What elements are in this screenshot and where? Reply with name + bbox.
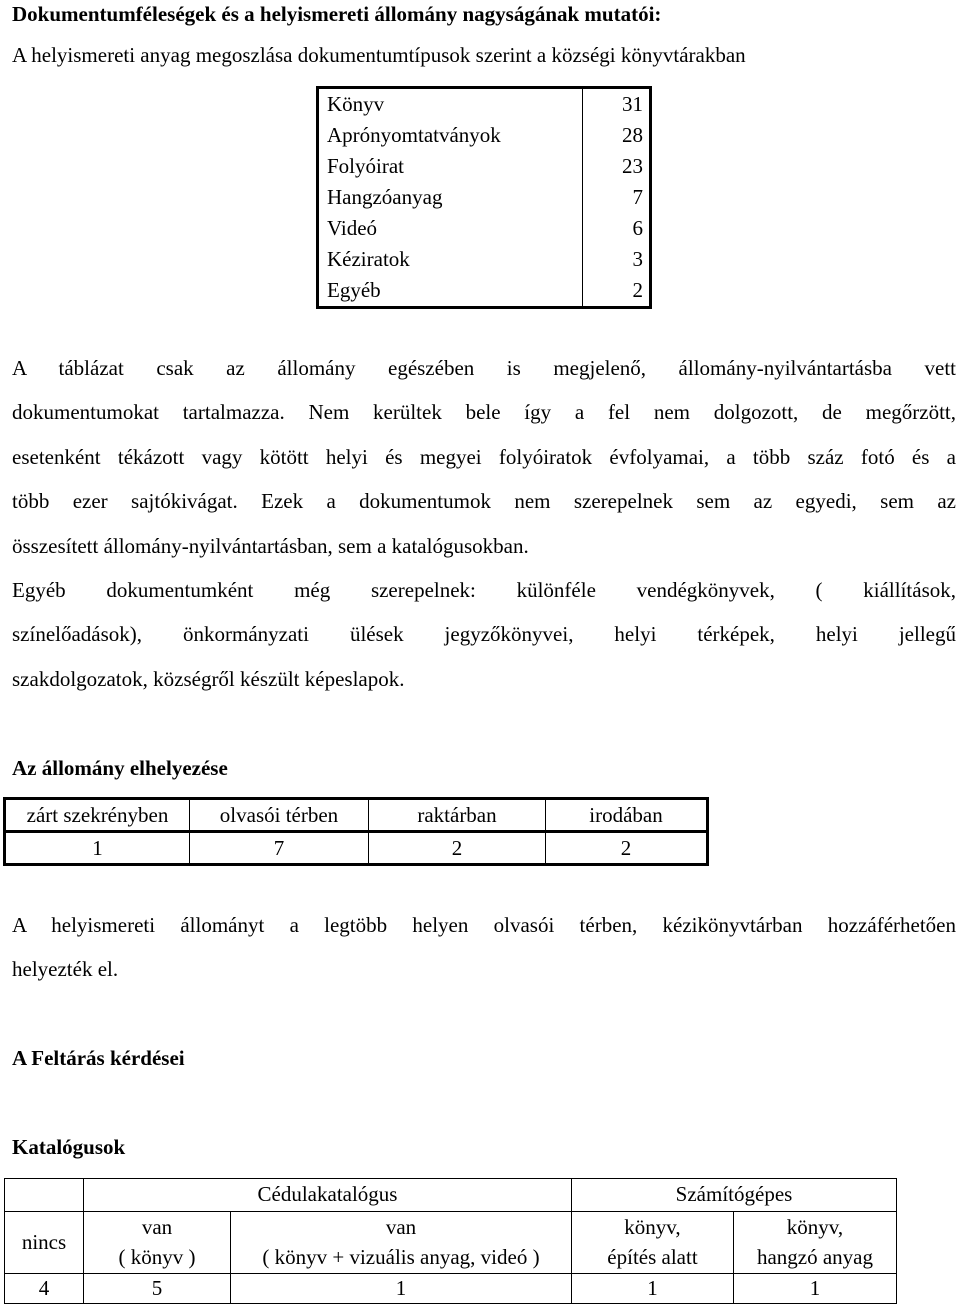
paragraph-line: A helyismereti állományt a legtöbb helyen olvasói térben, kézikönyvtárban hozzáférhetően xyxy=(12,913,956,937)
doc-type-name: Videó xyxy=(318,213,583,244)
column-group-header: Cédulakatalógus xyxy=(84,1179,572,1212)
table-row xyxy=(5,1212,897,1274)
column-group-header: Számítógépes xyxy=(572,1179,897,1212)
header-line: van xyxy=(385,1215,417,1240)
paragraph-line: dokumentumokat tartalmazza. Nem kerültek bele így a fel nem dolgozott, de megőrzött, xyxy=(12,400,956,424)
document-types-table xyxy=(316,86,652,309)
table-cell: 1 xyxy=(231,1274,572,1304)
doc-type-name: Egyéb xyxy=(318,275,583,308)
header-line: könyv, xyxy=(624,1215,681,1240)
paragraph-line: A táblázat csak az állomány egészében is megjelenő, állomány-nyilvántartásba vett xyxy=(12,356,956,380)
table-row xyxy=(318,120,651,151)
table-cell: 2 xyxy=(369,832,546,865)
table-row xyxy=(318,151,651,182)
paragraph-line: több ezer sajtókivágat. Ezek a dokumentumok nem szerepelnek sem az egyedi, sem az xyxy=(12,489,956,513)
header-line: hangzó anyag xyxy=(756,1244,874,1269)
doc-type-name: Folyóirat xyxy=(318,151,583,182)
catalog-table xyxy=(4,1178,897,1304)
table-row xyxy=(5,1274,897,1304)
table-row xyxy=(318,213,651,244)
paragraph-line: színelőadások), önkormányzati ülések jegyzőkönyvei, helyi térképek, helyi jellegű xyxy=(12,622,956,646)
column-header: irodában xyxy=(546,799,708,832)
header-line: építés alatt xyxy=(607,1244,698,1269)
header-line: könyv, xyxy=(786,1215,844,1240)
column-header: nincs xyxy=(5,1212,84,1274)
table-caption: A helyismereti anyag megoszlása dokumentumtípusok szerint a községi könyvtárakban xyxy=(12,43,746,67)
section-heading: Az állomány elhelyezése xyxy=(12,756,228,780)
table-cell xyxy=(5,1179,84,1212)
table-cell: 7 xyxy=(190,832,369,865)
doc-type-value: 3 xyxy=(632,247,643,271)
doc-type-value: 2 xyxy=(632,278,643,302)
section-heading: Dokumentumféleségek és a helyismereti állomány nagyságának mutatói: xyxy=(12,2,662,26)
table-cell: 5 xyxy=(84,1274,231,1304)
column-header: zárt szekrényben xyxy=(5,799,190,832)
doc-type-value: 31 xyxy=(622,92,643,116)
doc-type-value: 6 xyxy=(632,216,643,240)
header-line: ( könyv ) xyxy=(118,1244,196,1269)
table-row xyxy=(5,1179,897,1212)
table-row xyxy=(5,799,708,832)
section-heading: A Feltárás kérdései xyxy=(12,1046,185,1070)
doc-type-value: 7 xyxy=(632,185,643,209)
table-row xyxy=(318,275,651,308)
placement-table xyxy=(3,797,709,866)
column-header xyxy=(231,1212,572,1274)
paragraph-line: szakdolgozatok, községről készült képeslapok. xyxy=(12,667,405,691)
table-cell: 1 xyxy=(5,832,190,865)
column-header: olvasói térben xyxy=(190,799,369,832)
column-header xyxy=(734,1212,897,1274)
table-cell: 1 xyxy=(572,1274,734,1304)
table-cell: 1 xyxy=(734,1274,897,1304)
table-row xyxy=(318,182,651,213)
column-header xyxy=(84,1212,231,1274)
doc-type-value: 28 xyxy=(622,123,643,147)
header-line: ( könyv + vizuális anyag, videó ) xyxy=(262,1244,540,1269)
paragraph-line: esetenként tékázott vagy kötött helyi és megyei folyóiratok évfolyamai, a több száz fotó és a xyxy=(12,445,956,469)
paragraph-line: helyezték el. xyxy=(12,957,119,981)
column-header: raktárban xyxy=(369,799,546,832)
doc-type-name: Könyv xyxy=(318,88,583,121)
table-cell: 2 xyxy=(546,832,708,865)
section-heading: Katalógusok xyxy=(12,1135,126,1159)
header-line: van xyxy=(141,1215,173,1240)
table-cell: 4 xyxy=(5,1274,84,1304)
doc-type-name: Kéziratok xyxy=(318,244,583,275)
paragraph-line: Egyéb dokumentumként még szerepelnek: különféle vendégkönyvek, ( kiállítások, xyxy=(12,578,956,602)
paragraph-line: összesített állomány-nyilvántartásban, sem a katalógusokban. xyxy=(12,534,529,558)
table-row xyxy=(318,88,651,121)
doc-type-value: 23 xyxy=(622,154,643,178)
table-row xyxy=(318,244,651,275)
doc-type-name: Hangzóanyag xyxy=(318,182,583,213)
doc-type-name: Aprónyomtatványok xyxy=(318,120,583,151)
table-row xyxy=(5,832,708,865)
column-header xyxy=(572,1212,734,1274)
